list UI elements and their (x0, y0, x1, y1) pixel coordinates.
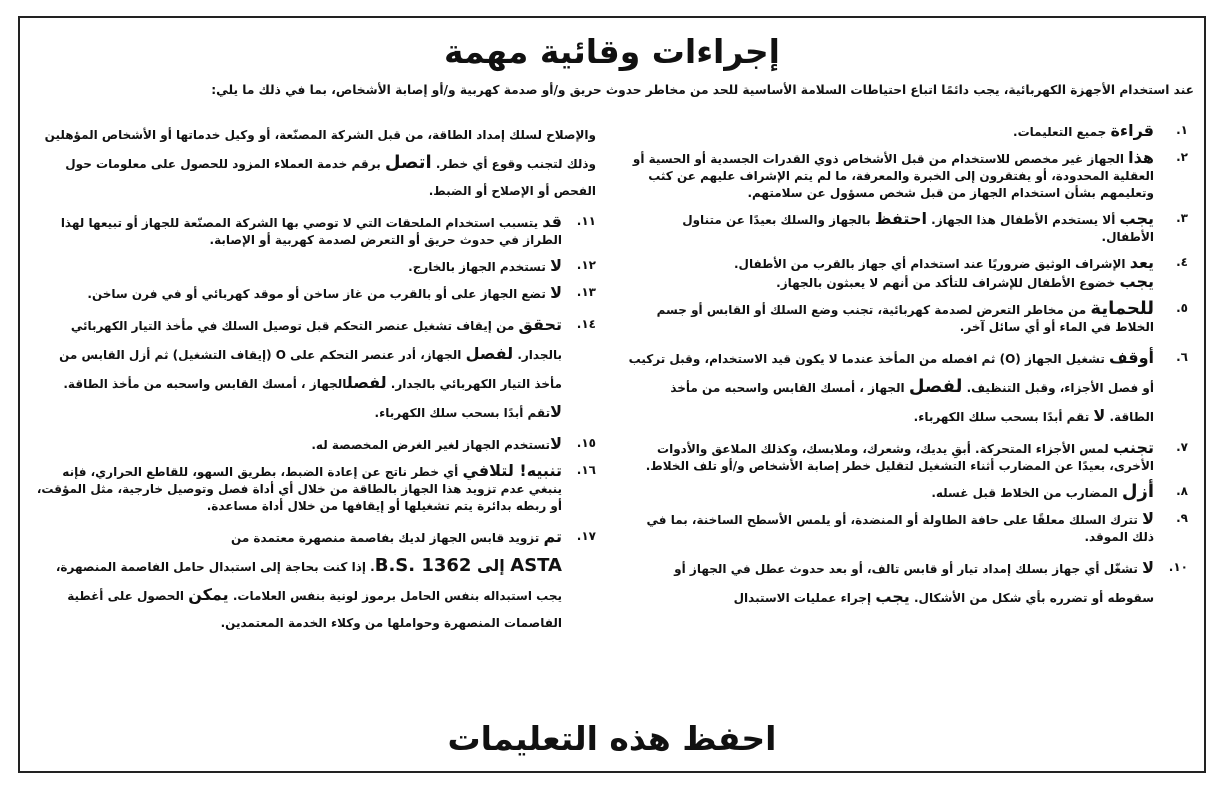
item-number: ١٥. (576, 436, 596, 450)
item-text: جميع التعليمات. (1013, 125, 1111, 139)
instruction-item-2 (626, 149, 1188, 202)
item-keyword: أزل (1121, 481, 1154, 502)
item-number: ٣. (1176, 211, 1188, 225)
document-frame (18, 16, 1206, 773)
item-text: الحصول على أغطية الفاصمات المنصهرة وحواملها من وكلاء الخدمة المعتمدين. (67, 589, 562, 630)
save-instructions-footer: احفظ هذه التعليمات (447, 719, 777, 758)
item-keyword: لفصل (346, 373, 387, 392)
item-keyword: يمكن (188, 585, 229, 604)
item-keyword: تجنب (1112, 438, 1154, 457)
instruction-item-10-continued (34, 122, 596, 205)
instruction-item-1 (626, 122, 1188, 141)
item-number: ٢. (1176, 150, 1188, 164)
item-keyword: لا (550, 434, 562, 453)
item-keyword: اتصل (384, 152, 432, 173)
instruction-item-13 (34, 284, 596, 303)
item-text: برقم خدمة العملاء المزود للحصول على معلومات حول الفحص أو الإصلاح أو الضبط. (65, 157, 596, 198)
item-text: والإصلاح لسلك إمداد الطاقة، من قبل الشركة المصنّعة، أو وكيل خدماتها أو الأشخاص المؤهلين وذلك لتجنب وقوع أي خطر. (44, 128, 596, 171)
item-keyword: لا (1093, 406, 1106, 425)
item-keyword: لفصل (465, 344, 514, 363)
item-keyword: قراءة (1110, 121, 1154, 140)
item-keyword: يجب (1119, 272, 1154, 291)
item-number: ٥. (1176, 301, 1188, 315)
item-text: تستخدم الجهاز لغير الغرض المخصصة له. (311, 438, 551, 452)
item-keyword: احتفظ (874, 209, 927, 228)
item-number: ١. (1176, 123, 1188, 137)
item-text: الجهاز ، أمسك القابس واسحبه من مأخذ الطاقة. (670, 381, 1154, 424)
item-number: ١٠. (1168, 560, 1188, 574)
item-number: ٦. (1176, 350, 1188, 364)
instruction-item-9 (626, 510, 1188, 546)
item-text: الجهاز غير مخصص للاستخدام من قبل الأشخاص ذوي القدرات الجسدية أو الحسية أو العقلية المحدودة، أو يفتقرون إلى الخبرة والمعرفة، ما لم يتم الإشراف عليهم عن كثب وتعليمهم بشأن استخدام الجهاز من قبل شخص مسؤول عن سلامتهم. (632, 152, 1154, 200)
item-number: ١٦. (576, 463, 596, 477)
item-keyword: قد (542, 212, 562, 231)
item-number: ٤. (1176, 255, 1188, 269)
instruction-item-3 (626, 210, 1188, 246)
instruction-item-10 (626, 554, 1188, 612)
instruction-item-16 (34, 462, 596, 515)
item-text: ألا يستخدم الأطفال هذا الجهاز. (926, 213, 1120, 227)
item-number: ١٧. (576, 529, 596, 543)
item-keyword: أوقف (1109, 348, 1154, 367)
instruction-item-8 (626, 483, 1188, 502)
item-text: لمس الأجزاء المتحركة. أبقِ يديك، وشعرك، وملابسك، وكذلك الملاعق والأدوات الأخرى، بعيدًا عن المضارب أثناء التشغيل لتقليل خطر إصابة الأشخاص و/أو تلف الخلاط. (645, 442, 1154, 473)
item-number: ٩. (1176, 511, 1188, 525)
instruction-item-11 (34, 213, 596, 249)
item-keyword: لا (550, 283, 562, 302)
item-keyword: لفصل (908, 376, 963, 397)
item-keyword: يجب (875, 587, 910, 606)
instructions-column-left (34, 122, 596, 645)
item-text: تشغيل الجهاز (O) ثم افصله من المأخذ عندما لا يكون قيد الاستخدام، وقبل تركيب أو فصل الأجزاء، وقبل التنظيف. (628, 352, 1154, 395)
page-title: إجراءات وقائية مهمة (444, 32, 780, 71)
item-text: تترك السلك معلقًا على حافة الطاولة أو المنضدة، أو يلمس الأسطح الساخنة، بما في ذلك الموقد. (646, 513, 1154, 544)
item-text: تقم أبدًا بسحب سلك الكهرباء. (374, 406, 551, 420)
intro-paragraph: عند استخدام الأجهزة الكهربائية، يجب دائمًا اتباع احتياطات السلامة الأساسية للحد من مخاطر حدوث حريق و/أو صدمة كهربية و/أو إصابة الأشخاص، بما في ذلك ما يلي: (211, 83, 1194, 97)
instruction-item-15 (34, 435, 596, 454)
item-keyword: للحماية (1090, 298, 1154, 319)
instruction-item-14 (34, 311, 596, 427)
item-keyword: تحقق (518, 315, 562, 334)
item-number: ٨. (1176, 484, 1188, 498)
instructions-column-right (626, 122, 1188, 620)
item-text: . إذا كنت بحاجة إلى استبدال حامل الفاصمة المنصهرة، يجب استبداله بنفس الحامل برموز لونية بنفس العلامات. (55, 560, 562, 603)
instruction-item-7 (626, 439, 1188, 475)
item-keyword: يعد (1129, 253, 1154, 272)
item-keyword: يجب (1119, 209, 1154, 228)
item-text: خضوع الأطفال للإشراف للتأكد من أنهم لا يعبثون بالجهاز. (776, 276, 1120, 290)
item-keyword: لا (550, 256, 562, 275)
instruction-item-12 (34, 257, 596, 276)
item-text: يتسبب استخدام الملحقات التي لا توصي بها الشركة المصنّعة للجهاز أو تبيعها لهذا الطراز في حدوث حريق أو التعرض لصدمة كهربية أو الإصابة. (60, 216, 562, 247)
item-text: تستخدم الجهاز بالخارج. (408, 260, 551, 274)
instruction-item-5 (626, 300, 1188, 336)
instruction-item-17 (34, 523, 596, 637)
item-number: ٧. (1176, 440, 1188, 454)
instruction-item-4 (626, 254, 1188, 292)
item-keyword: لا (1142, 509, 1154, 528)
item-text: الجهاز، أدر عنصر التحكم على O (إيقاف التشغيل) ثم أزل القابس من مأخذ التيار الكهربائي بالجدار. (59, 348, 562, 391)
item-keyword: تنبيه! لتلافي (462, 461, 562, 480)
item-text: تشغّل أي جهاز بسلك إمداد تيار أو قابس تالف، أو بعد حدوث عطل في الجهاز أو سقوطه أو تضرره بأي شكل من الأشكال. (674, 562, 1154, 605)
fuse-standard-asta: ASTA (510, 555, 562, 576)
item-text: تقم أبدًا بسحب سلك الكهرباء. (913, 410, 1094, 424)
item-text: تضع الجهاز على أو بالقرب من غاز ساخن أو موقد كهربائي أو في فرن ساخن. (87, 287, 551, 301)
item-keyword: هذا (1128, 148, 1154, 167)
item-text: أي خطر ناتج عن إعادة الضبط، بطريق السهو، للقاطع الحراري، فإنه ينبغي عدم تزويد هذا الجهاز بالطاقة من خلال أي أداة فصل وتوصيل خارجية، مثل المؤقت، أو ربطه بدائرة يتم تشغيلها أو إيقافها من خلال أداة مساعدة. (36, 465, 562, 513)
item-keyword: تم (543, 527, 562, 546)
item-keyword: لا (1142, 558, 1154, 577)
fuse-standard-bs: B.S. 1362 (374, 555, 472, 576)
item-text: بالجهاز والسلك بعيدًا عن متناول الأطفال. (682, 213, 1154, 244)
item-text: من إيقاف تشغيل عنصر التحكم قبل توصيل السلك في مأخذ التيار الكهربائي بالجدار. (70, 319, 562, 362)
item-text: الإشراف الوثيق ضروريًا عند استخدام أي جهاز بالقرب من الأطفال. (733, 257, 1130, 271)
item-text: تزويد قابس الجهاز لديك بفاصمة منصهرة معتمدة من (231, 531, 544, 545)
item-number: ١٤. (576, 317, 596, 331)
item-text: إجراء عمليات الاستبدال (733, 591, 876, 605)
instruction-item-6 (626, 344, 1188, 431)
item-number: ١٣. (576, 285, 596, 299)
item-text: من مخاطر التعرض لصدمة كهربائية، تجنب وضع السلك أو القابس أو جسم الخلاط في الماء أو أي سائل آخر. (656, 303, 1154, 334)
item-text: إلى (471, 556, 511, 575)
item-text: المضارب من الخلاط قبل غسله. (931, 486, 1122, 500)
item-number: ١١. (576, 214, 596, 228)
item-text: الجهاز ، أمسك القابس واسحبه من مأخذ الطاقة. (63, 377, 347, 391)
item-number: ١٢. (576, 258, 596, 272)
item-keyword: لا (550, 402, 562, 421)
